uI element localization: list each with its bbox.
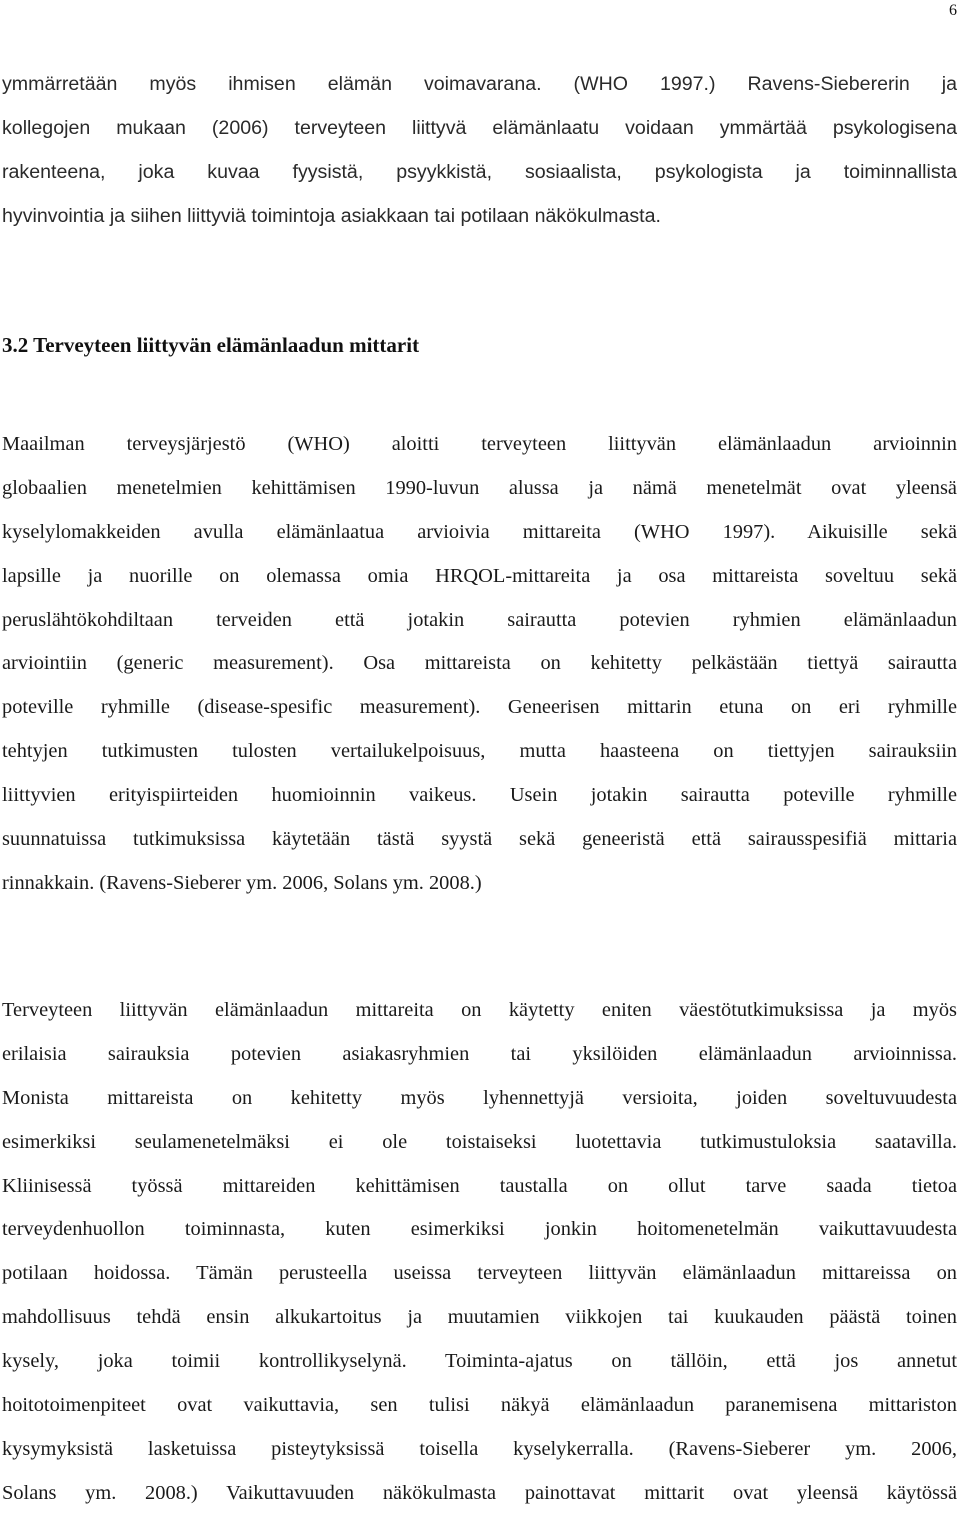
paragraph-line: mahdollisuus tehdä ensin alkukartoitus ja muutamien viikkojen tai kuukauden päästä toinen (2, 1306, 957, 1329)
paragraph-line: Maailman terveysjärjestö (WHO) aloitti terveyteen liittyvän elämänlaadun arvioinnin (2, 433, 957, 455)
intro-line: ymmärretään myös ihmisen elämän voimavarana. (WHO 1997.) Ravens-Siebererin ja (2, 73, 957, 95)
page-number: 6 (949, 2, 957, 19)
paragraph-line: suunnatuissa tutkimuksissa käytetään tästä syystä sekä geneeristä että sairausspesifiä mittaria (2, 828, 957, 851)
intro-line: kollegojen mukaan (2006) terveyteen liittyvä elämänlaatu voidaan ymmärtää psykologisena (2, 117, 957, 139)
paragraph-line: rinnakkain. (Ravens-Sieberer ym. 2006, Solans ym. 2008.) (2, 871, 482, 894)
paragraph-line: poteville ryhmille (disease-spesific measurement). Geneerisen mittarin etuna on eri ryhmille (2, 696, 957, 719)
paragraph-line: tehtyjen tutkimusten tulosten vertailukelpoisuus, mutta haasteena on tiettyjen sairauksiin (2, 740, 957, 763)
paragraph-line: lapsille ja nuorille on olemassa omia HRQOL-mittareita ja osa mittareista soveltuu sekä (2, 564, 957, 587)
intro-paragraph (2, 62, 957, 238)
paragraph-line: liittyvien erityispiirteiden huomioinnin vaikeus. Usein jotakin sairautta poteville ryhmille (2, 784, 957, 807)
paragraph-line: globaalien menetelmien kehittämisen 1990-luvun alussa ja nämä menetelmät ovat yleensä (2, 476, 957, 499)
paragraph-line: erilaisia sairauksia potevien asiakasryhmien tai yksilöiden elämänlaadun arvioinnissa. (2, 1042, 957, 1065)
paragraph-line: kyselylomakkeiden avulla elämänlaatua arvioivia mittareita (WHO 1997). Aikuisille sekä (2, 520, 957, 543)
paragraph-1 (2, 423, 957, 906)
paragraph-line: peruslähtökohdiltaan terveiden että jotakin sairautta potevien ryhmien elämänlaadun (2, 608, 957, 631)
paragraph-line: kysely, joka toimii kontrollikyselynä. Toiminta-ajatus on tällöin, että jos annetut (2, 1350, 957, 1373)
paragraph-2 (2, 989, 957, 1516)
paragraph-line: Terveyteen liittyvän elämänlaadun mittareita on käytetty eniten väestötutkimuksissa ja myös (2, 999, 957, 1021)
paragraph-line: Kliinisessä työssä mittareiden kehittämisen taustalla on ollut tarve saada tietoa (2, 1174, 957, 1197)
paragraph-line: kysymyksistä lasketuissa pisteytyksissä toisella kyselykerralla. (Ravens-Sieberer ym. 2006, (2, 1437, 957, 1460)
paragraph-line: arviointiin (generic measurement). Osa mittareista on kehitetty pelkästään tiettyä sairautta (2, 652, 957, 675)
intro-line: rakenteena, joka kuvaa fyysistä, psyykkistä, sosiaalista, psykologista ja toiminnallista (2, 161, 957, 183)
section-heading: 3.2 Terveyteen liittyvän elämänlaadun mittarit (2, 333, 420, 357)
paragraph-line: Monista mittareista on kehitetty myös lyhennettyjä versioita, joiden soveltuvuudesta (2, 1086, 957, 1109)
paragraph-line: esimerkiksi seulamenetelmäksi ei ole toistaiseksi luotettavia tutkimustuloksia saatavilla. (2, 1130, 957, 1153)
paragraph-line: terveydenhuollon toiminnasta, kuten esimerkiksi jonkin hoitomenetelmän vaikuttavuudesta (2, 1218, 957, 1241)
paragraph-line: Solans ym. 2008.) Vaikuttavuuden näkökulmasta painottavat mittarit ovat yleensä käytössä (2, 1481, 957, 1504)
intro-line: hyvinvointia ja siihen liittyviä toimintoja asiakkaan tai potilaan näkökulmasta. (2, 205, 661, 227)
paragraph-line: hoitotoimenpiteet ovat vaikuttavia, sen tulisi näkyä elämänlaadun paranemisena mittariston (2, 1394, 957, 1417)
paragraph-line: potilaan hoidossa. Tämän perusteella useissa terveyteen liittyvän elämänlaadun mittareissa on (2, 1262, 957, 1285)
